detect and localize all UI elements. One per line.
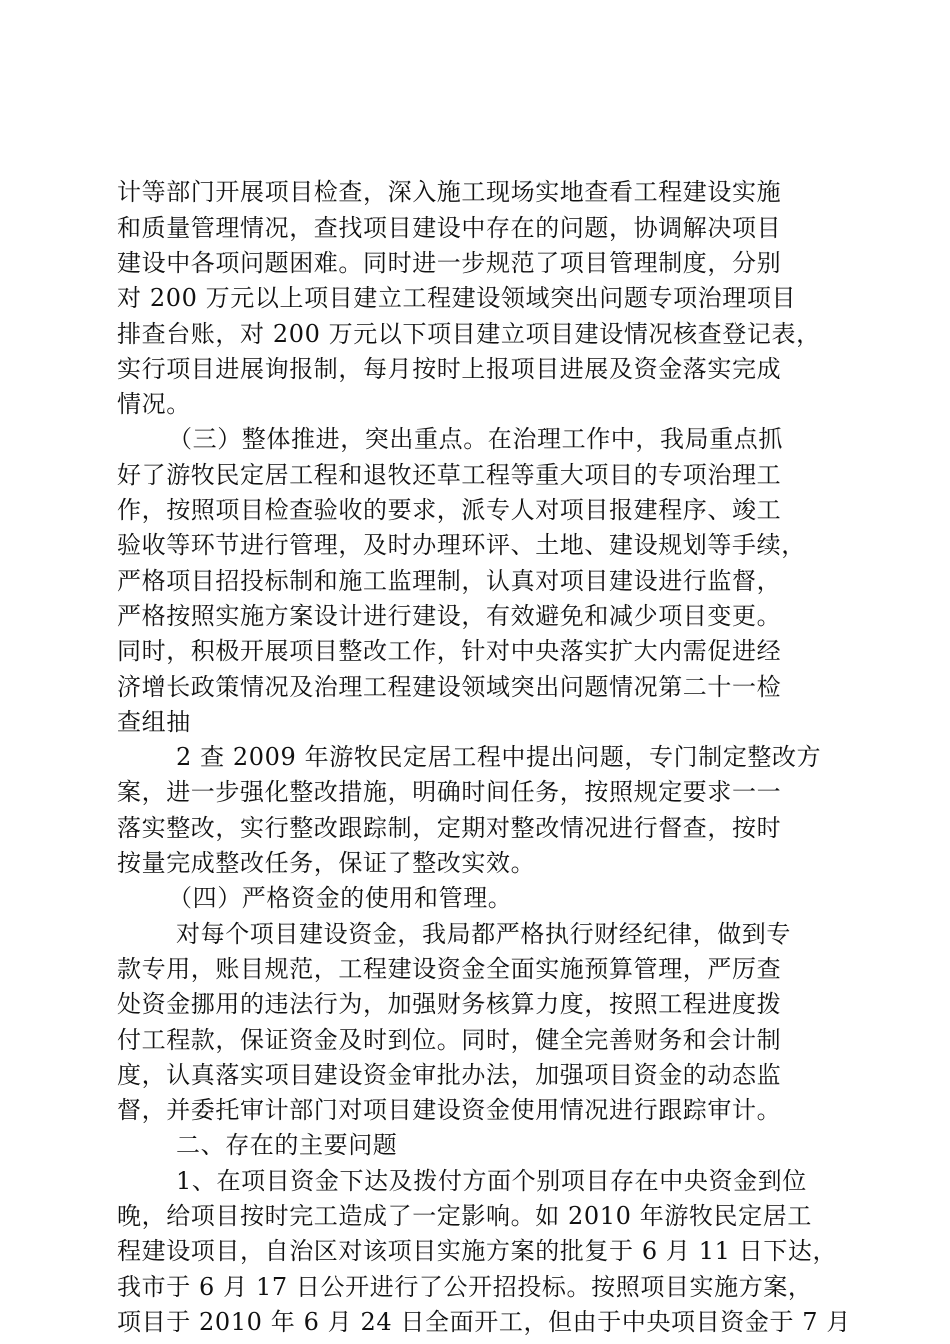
text-line: 实行项目进展询报制，每月按时上报项目进展及资金落实完成	[117, 355, 782, 383]
text-line: 度，认真落实项目建设资金审批办法，加强项目资金的动态监	[117, 1061, 782, 1089]
paragraph-start: 2 查 2009 年游牧民定居工程中提出问题，专门制定整改方	[176, 743, 822, 771]
text-line: 案，进一步强化整改措施，明确时间任务，按照规定要求一一	[117, 778, 782, 806]
text-line: 计等部门开展项目检查，深入施工现场实地查看工程建设实施	[117, 178, 782, 206]
text-line: 排查台账，对 200 万元以下项目建立项目建设情况核查登记表，	[117, 320, 821, 348]
text-line: 情况。	[117, 390, 191, 418]
text-line: 严格项目招投标制和施工监理制，认真对项目建设进行监督，	[117, 567, 782, 595]
section-heading-4: （四）严格资金的使用和管理。	[168, 884, 513, 912]
text-line: 晚，给项目按时完工造成了一定影响。如 2010 年游牧民定居工	[117, 1202, 812, 1230]
text-line: 严格按照实施方案设计进行建设，有效避免和减少项目变更。	[117, 602, 782, 630]
text-line: 查组抽	[117, 708, 191, 736]
text-line: 款专用，账目规范，工程建设资金全面实施预算管理，严厉查	[117, 955, 782, 983]
text-line: 落实整改，实行整改跟踪制，定期对整改情况进行督查，按时	[117, 814, 782, 842]
text-line: 同时，积极开展项目整改工作，针对中央落实扩大内需促进经	[117, 637, 782, 665]
text-line: 作，按照项目检查验收的要求，派专人对项目报建程序、竣工	[117, 496, 782, 524]
text-line: 对 200 万元以上项目建立工程建设领域突出问题专项治理项目	[117, 284, 797, 312]
text-line: 付工程款，保证资金及时到位。同时，健全完善财务和会计制	[117, 1026, 782, 1054]
text-line: 建设中各项问题困难。同时进一步规范了项目管理制度，分别	[117, 249, 782, 277]
paragraph-start: 对每个项目建设资金，我局都严格执行财经纪律，做到专	[176, 920, 791, 948]
text-line: 好了游牧民定居工程和退牧还草工程等重大项目的专项治理工	[117, 461, 782, 489]
text-line: 项目于 2010 年 6 月 24 日全面开工，但由于中央项目资金于 7 月	[117, 1308, 851, 1336]
section-heading-2: 二、存在的主要问题	[176, 1131, 398, 1159]
paragraph-start: 1、在项目资金下达及拨付方面个别项目存在中央资金到位	[176, 1167, 807, 1195]
text-line: 验收等环节进行管理，及时办理环评、土地、建设规划等手续，	[117, 531, 806, 559]
text-line: 处资金挪用的违法行为，加强财务核算力度，按照工程进度拨	[117, 990, 782, 1018]
text-line: 济增长政策情况及治理工程建设领域突出问题情况第二十一检	[117, 673, 782, 701]
text-line: 我市于 6 月 17 日公开进行了公开招投标。按照项目实施方案，	[117, 1273, 813, 1301]
text-line: 程建设项目，自治区对该项目实施方案的批复于 6 月 11 日下达，	[117, 1237, 838, 1265]
section-heading-3: （三）整体推进，突出重点。在治理工作中，我局重点抓	[168, 425, 783, 453]
text-line: 督，并委托审计部门对项目建设资金使用情况进行跟踪审计。	[117, 1096, 782, 1124]
text-line: 和质量管理情况，查找项目建设中存在的问题，协调解决项目	[117, 214, 782, 242]
text-line: 按量完成整改任务，保证了整改实效。	[117, 849, 536, 877]
